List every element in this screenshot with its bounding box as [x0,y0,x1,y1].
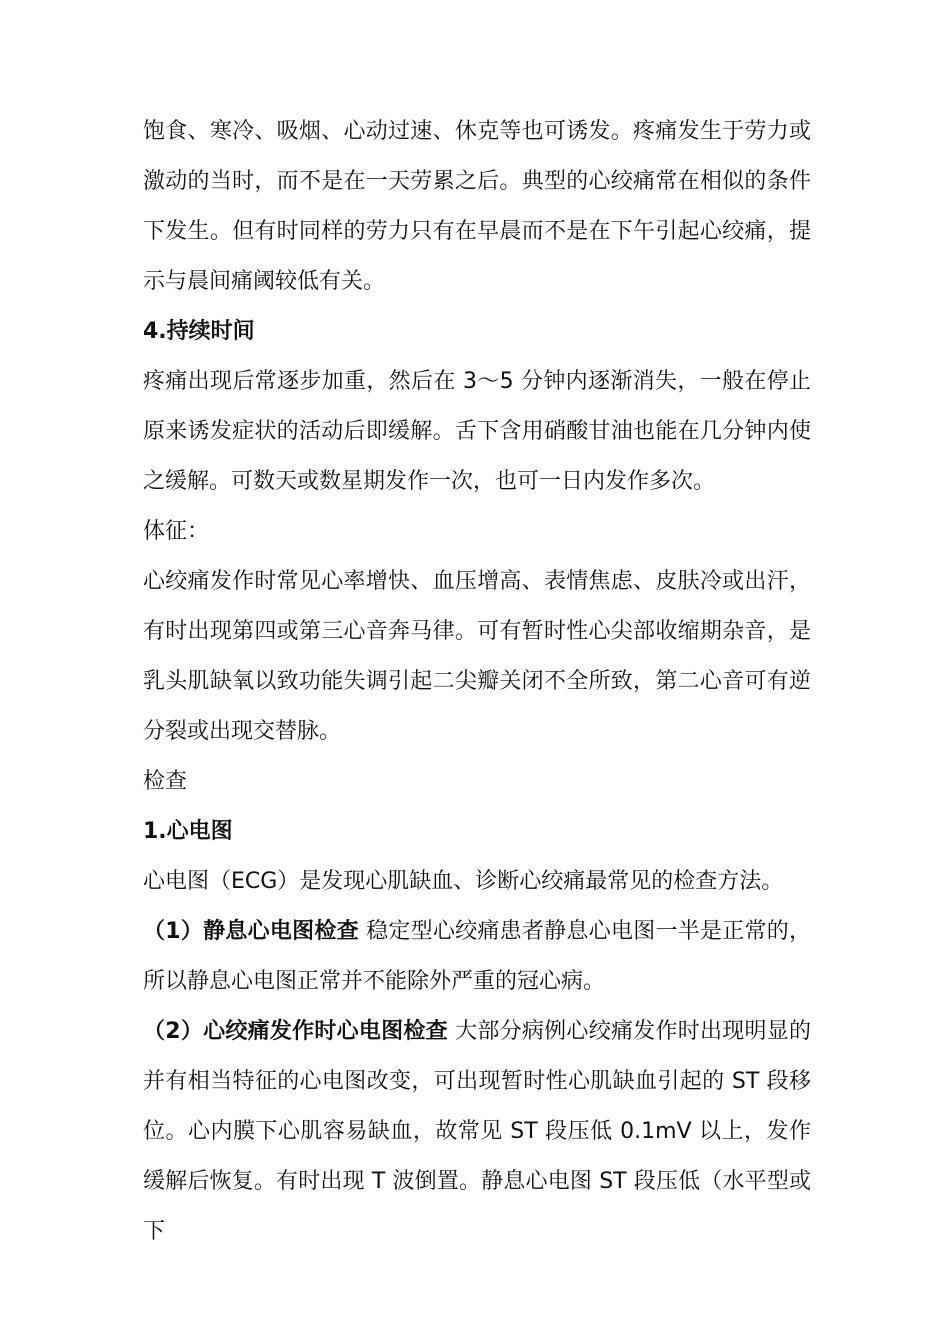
paragraph-triggers: 饱食、寒冷、吸烟、心动过速、休克等也可诱发。疼痛发生于劳力或激动的当时，而不是在一天劳累之后。典型的心绞痛常在相似的条件下发生。但有时同样的劳力只有在早晨而不是在下午引起心绞痛，提示与晨间痛阈较低有关。 [143,119,811,294]
paragraph-signs-label: 体征： [143,519,210,544]
resting-ecg-lead: （1）静息心电图检查 [143,919,359,944]
paragraph-duration: 疼痛出现后常逐步加重，然后在 3～5 分钟内逐渐消失，一般在停止原来诱发症状的活动后即缓解。舌下含用硝酸甘油也能在几分钟内使之缓解。可数天或数星期发作一次，也可一日内发作多次。 [143,369,811,494]
paragraph-exam-label: 检查 [143,769,188,794]
paragraph-ecg-intro: 心电图（ECG）是发现心肌缺血、诊断心绞痛最常见的检查方法。 [143,869,784,894]
section-heading-ecg: 1.心电图 [143,819,233,844]
resting-ecg-text: 稳定型心绞痛患者静息心电图一半是正常的，所以静息心电图正常并不能除外严重的冠心病。 [143,919,811,994]
paragraph-resting-ecg [143,907,811,1007]
paragraph-attack-ecg [143,1007,811,1257]
document-body [143,107,811,1257]
attack-ecg-text: 大部分病例心绞痛发作时出现明显的并有相当特征的心电图改变，可出现暂时性心肌缺血引起的 ST 段移位。心内膜下心肌容易缺血，故常见 ST 段压低 0.1mV 以上，发作缓解后恢复。有时出现 T 波倒置。静息心电图 ST 段压低（水平型或下 [143,1019,812,1244]
section-heading-duration: 4.持续时间 [143,319,255,344]
attack-ecg-lead: （2）心绞痛发作时心电图检查 [143,1019,448,1044]
paragraph-signs: 心绞痛发作时常见心率增快、血压增高、表情焦虑、皮肤冷或出汗，有时出现第四或第三心音奔马律。可有暂时性心尖部收缩期杂音，是乳头肌缺氧以致功能失调引起二尖瓣关闭不全所致，第二心音可有逆分裂或出现交替脉。 [143,569,811,744]
